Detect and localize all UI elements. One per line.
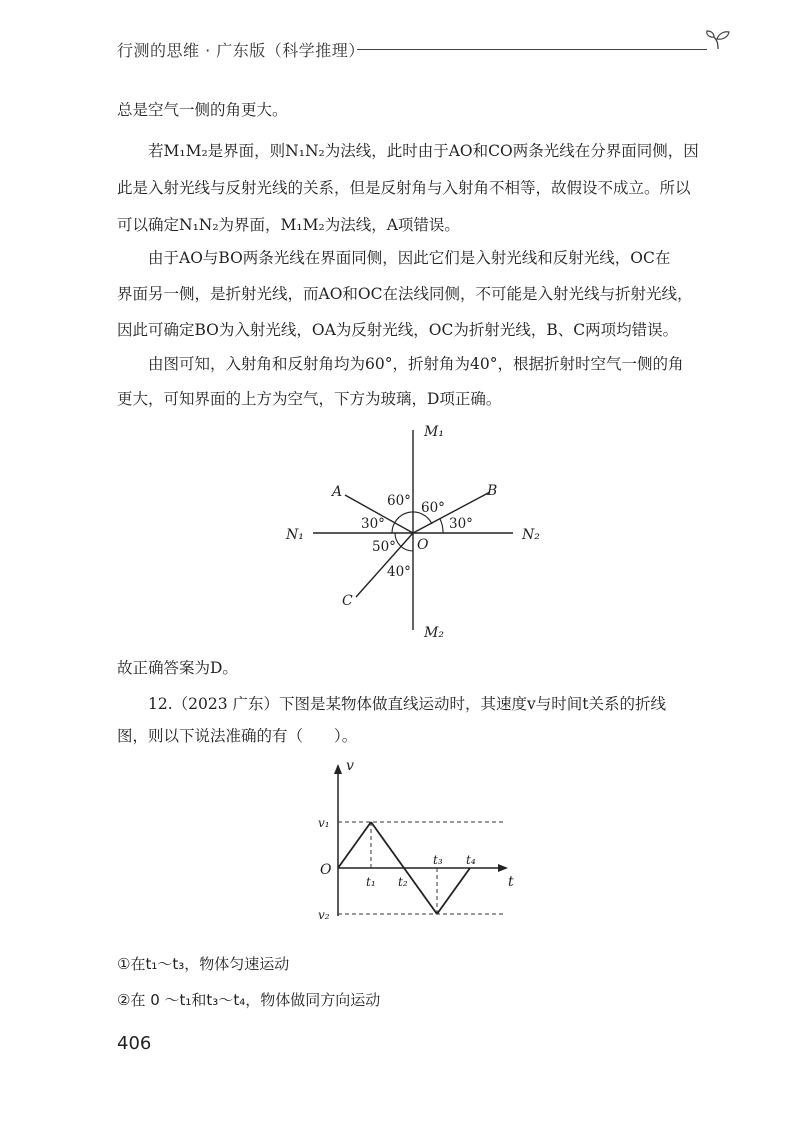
- label-n2: N₂: [522, 527, 540, 543]
- header-rule: [357, 49, 707, 50]
- data-segment: [371, 822, 404, 868]
- angle-arc-right: [440, 519, 443, 533]
- option-2: ②在 0 ～t₁和t₃～t₄，物体做同方向运动: [117, 991, 381, 1009]
- page-header: [117, 34, 717, 64]
- text-line: 因此可确定BO为入射光线，OA为反射光线，OC为折射光线，B、C两项均错误。: [117, 321, 679, 339]
- option-1: ①在t₁～t₃，物体匀速运动: [117, 955, 290, 973]
- text-line: 可以确定N₁N₂为界面，M₁M₂为法线，A项错误。: [117, 216, 460, 234]
- label-a: A: [332, 484, 343, 500]
- x-tick-label: t₂: [398, 875, 408, 889]
- y-axis-label: v: [346, 758, 354, 774]
- y-tick-label: v₁: [318, 816, 330, 830]
- data-segment: [437, 868, 470, 914]
- label-m2: M₂: [424, 625, 444, 641]
- label-n1: N₁: [286, 527, 304, 543]
- page-number: 406: [117, 1033, 152, 1054]
- angle-label: 50°: [372, 539, 396, 555]
- y-axis-arrow: [334, 764, 342, 774]
- velocity-time-chart: [310, 758, 520, 920]
- label-b: B: [487, 483, 498, 499]
- x-axis-label: t: [508, 874, 514, 890]
- angle-label: 60°: [387, 493, 411, 509]
- question-line: 图，则以下说法准确的有（ ）。: [117, 727, 358, 745]
- x-tick-label: t₄: [466, 853, 476, 867]
- label-m1: M₁: [424, 424, 444, 440]
- text-line: 总是空气一侧的角更大。: [117, 101, 288, 119]
- origin-label: O: [320, 862, 332, 878]
- label-c: C: [342, 593, 353, 609]
- text-line: 由图可知，入射角和反射角均为60°，折射角为40°，根据折射时空气一侧的角: [148, 355, 684, 373]
- y-tick-label: v₂: [318, 908, 330, 920]
- x-axis-arrow: [498, 864, 508, 872]
- angle-label: 60°: [421, 500, 445, 516]
- text-line: 由于AO与BO两条光线在界面同侧，因此它们是入射光线和反射光线，OC在: [148, 249, 671, 267]
- label-o: O: [417, 537, 429, 553]
- text-line: 故正确答案为D。: [117, 659, 238, 677]
- text-line: 此是入射光线与反射光线的关系，但是反射角与入射角不相等，故假设不成立。所以: [117, 179, 691, 197]
- header-title: 行测的思维 · 广东版（科学推理）: [117, 41, 365, 60]
- angle-label: 40°: [387, 564, 411, 580]
- light-ray-diagram: [280, 420, 560, 645]
- x-tick-label: t₁: [366, 875, 376, 889]
- x-tick-label: t₃: [433, 853, 443, 867]
- text-line: 更大，可知界面的上方为空气，下方为玻璃，D项正确。: [117, 390, 502, 408]
- angle-label: 30°: [361, 516, 385, 532]
- text-line: 界面另一侧，是折射光线，而AO和OC在法线同侧，不可能是入射光线与折射光线，: [117, 285, 693, 303]
- angle-label: 30°: [449, 516, 473, 532]
- text-line: 若M₁M₂是界面，则N₁N₂为法线，此时由于AO和CO两条光线在分界面同侧，因: [148, 142, 699, 160]
- data-segment: [338, 822, 371, 868]
- question-line: 12.（2023 广东）下图是某物体做直线运动时，其速度v与时间t关系的折线: [148, 695, 667, 713]
- sprout-icon: [705, 30, 731, 50]
- data-segment: [404, 868, 437, 914]
